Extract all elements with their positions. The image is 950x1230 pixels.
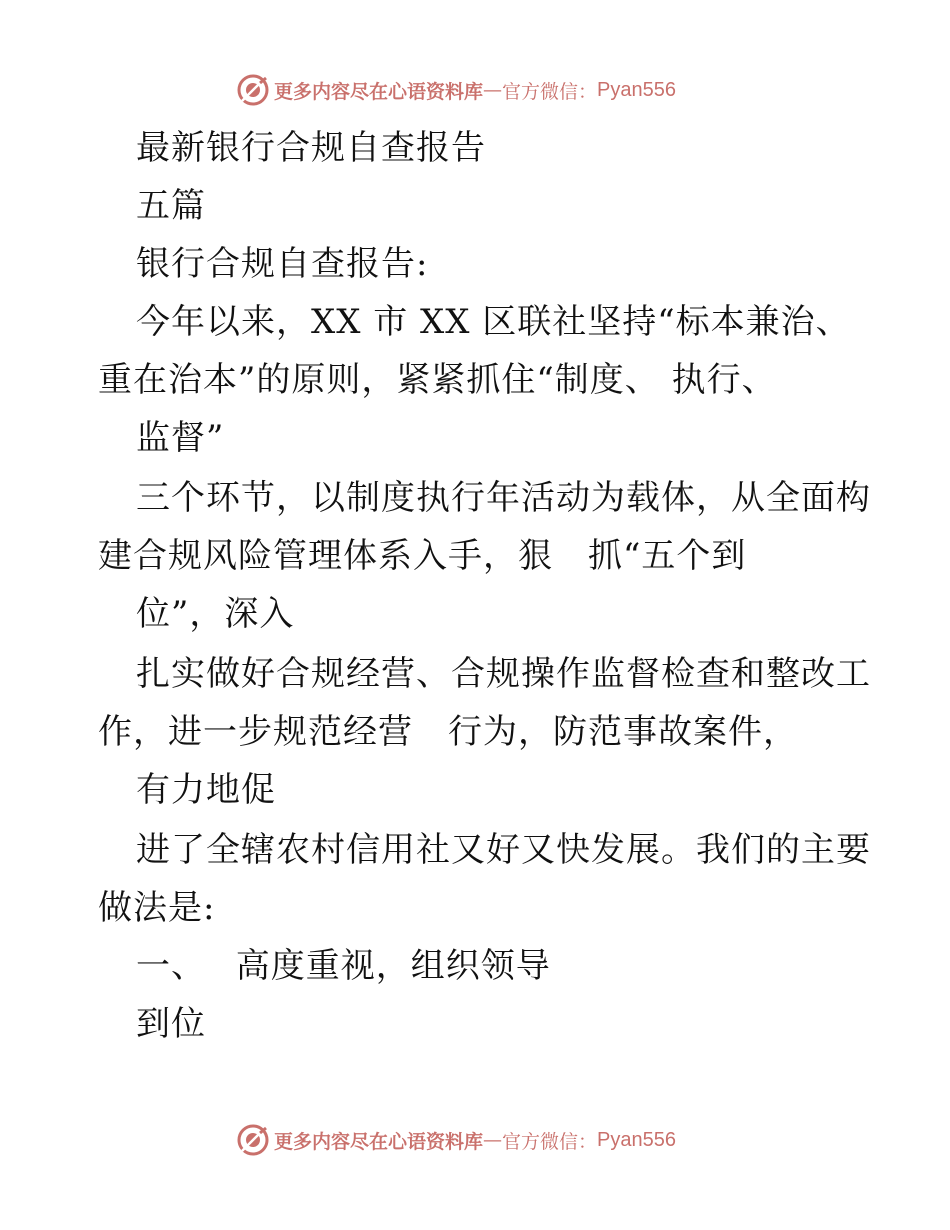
watermark-wechat-id: Pyan556: [597, 78, 676, 101]
watermark-site-text: 更多内容尽在心语资料库: [274, 1130, 484, 1153]
section-heading: 银行合规自查报告:: [136, 244, 429, 284]
text-line: 有力地促: [136, 770, 276, 810]
text-line: 位”，深入: [136, 594, 295, 634]
footer-watermark: [236, 1122, 676, 1158]
text-line: 三个环节，以制度执行年活动为载体，从全面构: [136, 478, 871, 518]
text-line: 建合规风险管理体系入手，狠 抓“五个到: [98, 536, 747, 576]
text-line: 今年以来，XX 市 XX 区联社坚持“标本兼治、: [136, 302, 851, 342]
logo-icon: [236, 73, 270, 107]
watermark-wechat-id: Pyan556: [597, 1128, 676, 1151]
watermark-label: 官方微信：: [502, 80, 598, 103]
text-line: 扎实做好合规经营、合规操作监督检查和整改工: [136, 654, 871, 694]
text-line: 监督”: [136, 418, 225, 458]
text-line: 作，进一步规范经营 行为，防范事故案件，: [98, 712, 798, 752]
header-watermark: [236, 72, 676, 108]
watermark-label: 官方微信：: [502, 1130, 598, 1153]
logo-icon: [236, 1123, 270, 1157]
watermark-dash: —: [483, 79, 503, 101]
text-line: 进了全辖农村信用社又好又快发展。我们的主要: [136, 830, 871, 870]
document-title: 最新银行合规自查报告: [136, 128, 486, 168]
watermark-dash: —: [483, 1129, 503, 1151]
section-heading-numbered: 一、 高度重视，组织领导: [136, 946, 551, 986]
watermark-site-text: 更多内容尽在心语资料库: [274, 80, 484, 103]
text-line: 到位: [136, 1004, 206, 1044]
document-subtitle: 五篇: [136, 186, 206, 226]
text-line: 重在治本”的原则，紧紧抓住“制度、 执行、: [98, 360, 777, 400]
text-line: 做法是:: [98, 888, 216, 928]
